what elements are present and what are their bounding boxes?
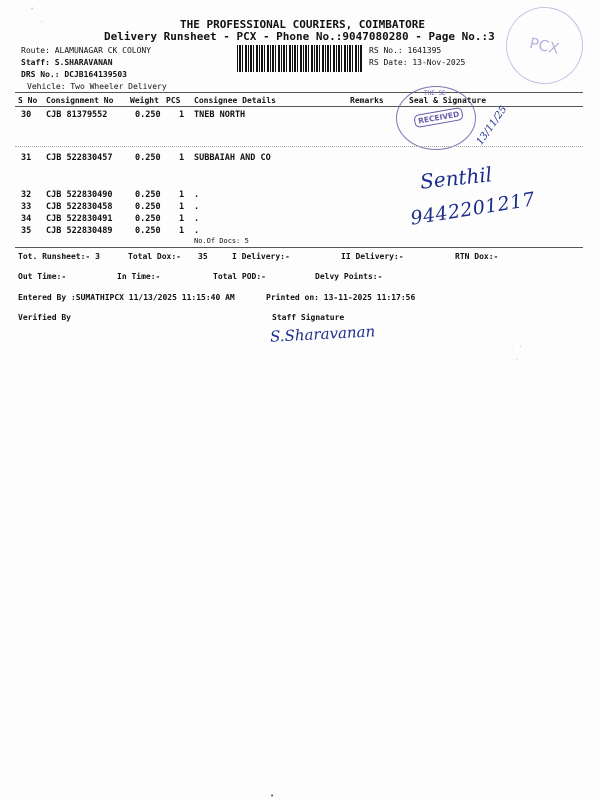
total-dox-value: 35 xyxy=(198,252,208,261)
row-33-consignment: CJB 522830458 xyxy=(46,202,113,212)
summary-rule xyxy=(15,247,583,248)
row-35-consignee: . xyxy=(194,226,200,236)
handwritten-receiver-phone: 9442201217 xyxy=(408,188,537,230)
row-34-weight: 0.250 xyxy=(135,214,161,224)
received-stamp-text: RECEIVED xyxy=(413,107,464,128)
row-33-weight: 0.250 xyxy=(135,202,161,212)
row-35-sno: 35 xyxy=(21,226,32,236)
in-time: In Time:- xyxy=(117,272,161,281)
scan-mark: • xyxy=(30,5,35,13)
col-remarks: Remarks xyxy=(350,96,384,105)
rs-number: RS No.: 1641395 xyxy=(369,46,442,55)
scan-mark: . xyxy=(515,354,520,362)
row-32-consignee: . xyxy=(194,190,200,200)
tot-runsheet: Tot. Runsheet:- 3 xyxy=(18,252,100,261)
scan-mark: · · xyxy=(510,343,523,351)
total-dox-label: Total Dox:- xyxy=(128,252,181,261)
row-33-consignee: . xyxy=(194,202,200,212)
header-rule-top xyxy=(15,92,583,93)
printed-on: Printed on: 13-11-2025 11:17:56 xyxy=(266,293,416,302)
staff-signature-label: Staff Signature xyxy=(272,313,345,322)
row-32-pcs: 1 xyxy=(179,190,185,200)
row-30-pcs: 1 xyxy=(179,110,185,120)
total-pod: Total POD:- xyxy=(213,272,266,281)
row-34-consignment: CJB 522830491 xyxy=(46,214,113,224)
row-34-pcs: 1 xyxy=(179,214,185,224)
verified-by: Verified By xyxy=(18,313,71,322)
row-31-consignee: SUBBAIAH AND CO xyxy=(194,153,271,163)
row-35-pcs: 1 xyxy=(179,226,185,236)
handwritten-seal-date: 13/11/25 xyxy=(474,104,510,148)
row-32-consignment: CJB 522830490 xyxy=(46,190,113,200)
col-seal-signature: Seal & Signature xyxy=(409,96,487,105)
seal-top-text: THE SE xyxy=(424,90,446,97)
runsheet-subtitle: Delivery Runsheet - PCX - Phone No.:9047080280 - Page No.:3 xyxy=(104,30,495,43)
barcode xyxy=(237,45,363,72)
row-33-pcs: 1 xyxy=(179,202,185,212)
delvy-points: Delvy Points:- xyxy=(315,272,383,281)
row-31-weight: 0.250 xyxy=(135,153,161,163)
scan-mark: - xyxy=(40,18,45,26)
col-consignment: Consignment No xyxy=(46,96,114,105)
col-weight: Weight xyxy=(130,96,159,105)
doc-count: No.Of Docs: 5 xyxy=(194,237,249,245)
row-35-consignment: CJB 522830489 xyxy=(46,226,113,236)
handwritten-staff-signature: S.Sharavanan xyxy=(269,322,376,346)
handwritten-receiver-name: Senthil xyxy=(418,162,494,194)
rs-date: RS Date: 13-Nov-2025 xyxy=(369,58,466,67)
rtn-dox: RTN Dox:- xyxy=(455,252,499,261)
staff-info: Staff: S.SHARAVANAN xyxy=(21,58,113,67)
out-time: Out Time:- xyxy=(18,272,67,281)
row-32-weight: 0.250 xyxy=(135,190,161,200)
row-31-pcs: 1 xyxy=(179,153,185,163)
entered-by: Entered By :SUMATHIPCX 11/13/2025 11:15:40 AM xyxy=(18,293,235,302)
row-33-sno: 33 xyxy=(21,202,32,212)
col-pcs: PCS xyxy=(166,96,181,105)
drs-number: DRS No.: DCJB164139503 xyxy=(21,70,127,79)
pcx-stamp: PCX xyxy=(499,0,590,91)
row-34-consignee: . xyxy=(194,214,200,224)
row-divider xyxy=(15,146,583,147)
scan-mark: • xyxy=(270,792,275,800)
company-title: THE PROFESSIONAL COURIERS, COIMBATORE xyxy=(180,18,426,31)
row-30-weight: 0.250 xyxy=(135,110,161,120)
row-30-sno: 30 xyxy=(21,110,32,120)
col-sno: S No xyxy=(18,96,38,105)
row-32-sno: 32 xyxy=(21,190,32,200)
vehicle-info: Vehicle: Two Wheeler Delivery xyxy=(27,82,167,91)
ii-delivery: II Delivery:- xyxy=(341,252,404,261)
i-delivery: I Delivery:- xyxy=(232,252,290,261)
row-30-consignment: CJB 81379552 xyxy=(46,110,108,120)
route-info: Route: ALAMUNAGAR CK COLONY xyxy=(21,46,152,55)
row-30-consignee: TNEB NORTH xyxy=(194,110,246,120)
col-consignee: Consignee Details xyxy=(194,96,276,105)
row-31-consignment: CJB 522830457 xyxy=(46,153,113,163)
row-31-sno: 31 xyxy=(21,153,32,163)
row-35-weight: 0.250 xyxy=(135,226,161,236)
row-34-sno: 34 xyxy=(21,214,32,224)
